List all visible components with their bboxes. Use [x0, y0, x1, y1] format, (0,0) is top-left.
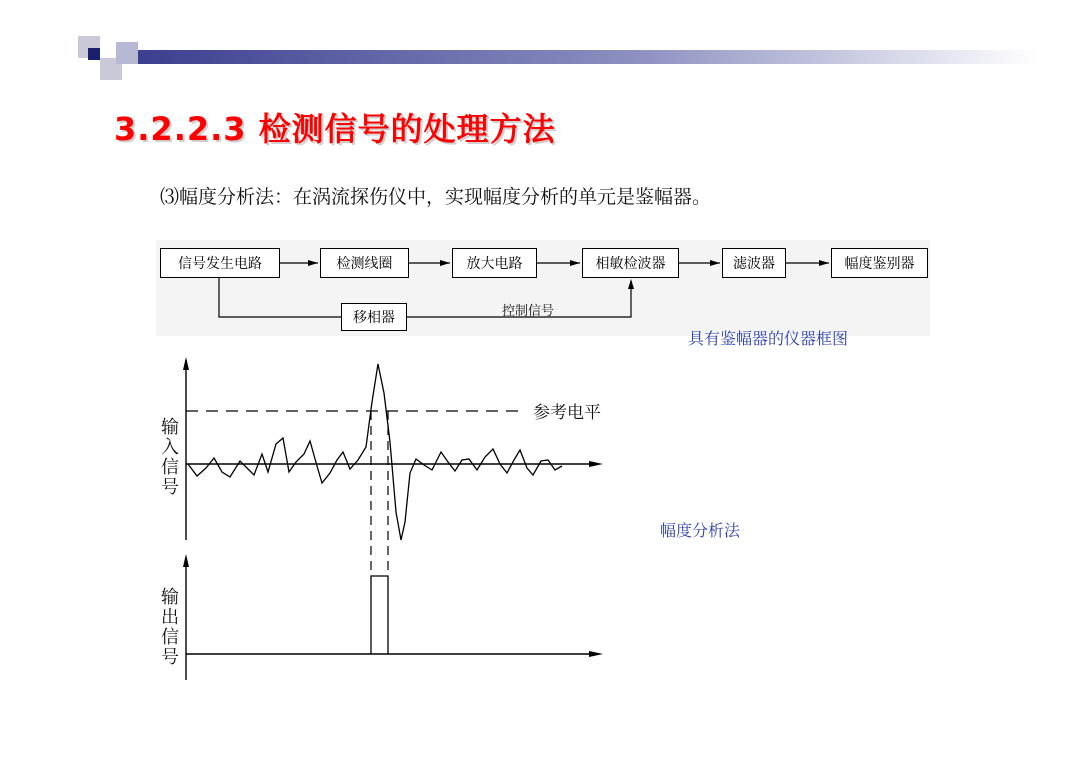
output-y-arrow	[183, 554, 189, 567]
block-detection-coil: 检测线圈	[320, 248, 409, 278]
reference-level-label: 参考电平	[533, 403, 601, 423]
waveform-diagram	[0, 340, 640, 690]
output-pulse	[371, 576, 388, 654]
block-diagram-caption: 具有鉴幅器的仪器框图	[688, 329, 849, 348]
output-x-arrow	[589, 651, 603, 657]
input-signal-axis-label: 输入信号	[161, 417, 179, 498]
block-amplitude-discriminator: 幅度鉴别器	[831, 248, 928, 278]
block-phase-detector: 相敏检波器	[582, 248, 679, 278]
slide-title: 3.2.2.3 检测信号的处理方法	[114, 110, 556, 148]
control-signal-label: 控制信号	[502, 304, 555, 319]
block-filter: 滤波器	[722, 248, 786, 278]
block-diagram-connectors	[0, 0, 1080, 340]
method-description: ⑶幅度分析法：在涡流探伤仪中，实现幅度分析的单元是鉴幅器。	[160, 186, 712, 208]
block-amplifier: 放大电路	[452, 248, 537, 278]
block-signal-generator: 信号发生电路	[160, 248, 280, 278]
input-y-arrow	[183, 357, 189, 370]
waveform-caption: 幅度分析法	[660, 521, 741, 540]
output-signal-axis-label: 输出信号	[161, 587, 179, 668]
input-x-arrow	[589, 461, 603, 467]
block-diagram	[0, 0, 1080, 340]
block-phase-shifter: 移相器	[341, 303, 407, 331]
input-signal-wave	[188, 364, 562, 540]
